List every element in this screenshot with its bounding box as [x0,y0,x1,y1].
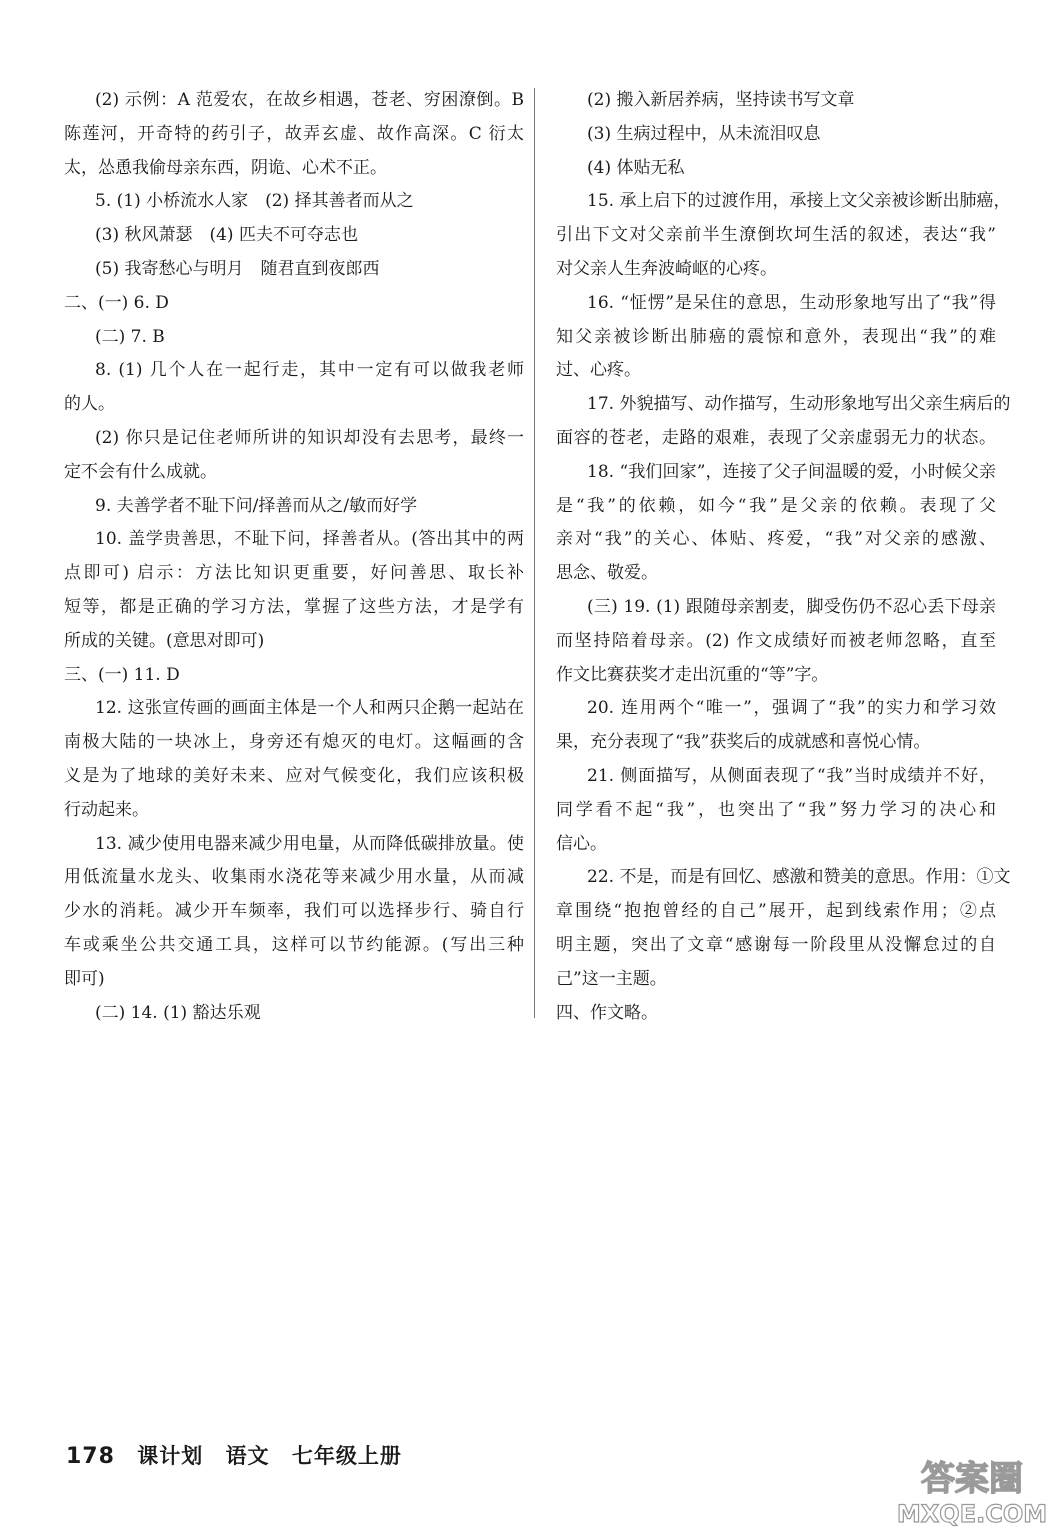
left-column [64,84,524,1030]
answer-line: 己”这一主题。 [556,968,667,989]
answer-line: 引出下文对父亲前半生潦倒坎坷生活的叙述，表达“我” [556,225,996,246]
answer-line: 南极大陆的一块冰上，身旁还有熄灭的电灯。这幅画的含 [64,732,524,753]
answer-line: 12. 这张宣传画的画面主体是一个人和两只企鹅一起站在 [95,698,524,719]
answer-line: 8. (1) 几个人在一起行走，其中一定有可以做我老师 [95,360,524,381]
answer-line: 点即可) 启示：方法比知识更重要，好问善思、取长补 [64,563,524,584]
answer-line: (5) 我寄愁心与明月 随君直到夜郎西 [95,258,380,279]
answer-line: 同学看不起“我”，也突出了“我”努力学习的决心和 [556,799,996,820]
watermark-bottom-text: MXQE.COM [896,1500,1048,1528]
column-divider [534,88,535,1018]
answer-line: (4) 体贴无私 [587,157,685,178]
answer-line: 作文比赛获奖才走出沉重的“等”字。 [556,664,829,685]
answer-line: 22. 不是，而是有回忆、感激和赞美的意思。作用：①文 [587,867,1011,888]
answer-line: 的人。 [64,394,115,415]
series-title: 课计划 [137,1444,204,1468]
answer-line: (三) 19. (1) 跟随母亲割麦，脚受伤仍不忍心丢下母亲 [587,596,996,617]
answer-line: 21. 侧面描写，从侧面表现了“我”当时成绩并不好， [587,765,996,786]
answer-line: 过、心疼。 [556,360,641,381]
answer-line: 二、(一) 6. D [64,292,169,313]
answer-line: 章围绕“抱抱曾经的自己”展开，起到线索作用；②点 [556,901,996,922]
answer-line: 用低流量水龙头、收集雨水浇花等来减少用水量，从而减 [64,867,524,888]
answer-line: 10. 盖学贵善思，不耻下问，择善者从。(答出其中的两 [95,529,524,550]
answer-line: 面容的苍老，走路的艰难，表现了父亲虚弱无力的状态。 [556,427,996,448]
watermark-logo [896,1450,1048,1530]
answer-line: 果，充分表现了“我”获奖后的成就感和喜悦心情。 [556,732,931,753]
page-footer [66,1440,416,1470]
answer-line: 即可) [64,968,105,989]
answer-line: (2) 搬入新居养病，坚持读书写文章 [587,90,855,110]
answer-line: (2) 你只是记住老师所讲的知识却没有去思考，最终一 [95,427,524,448]
answer-line: 明主题，突出了文章“感谢每一阶段里从没懈怠过的自 [556,934,996,955]
answer-line: 18. “我们回家”，连接了父子间温暖的爱，小时候父亲 [587,461,996,482]
answer-line: (3) 秋风萧瑟 (4) 匹夫不可夺志也 [95,225,358,246]
right-column [556,84,1011,1030]
answer-line: 对父亲人生奔波崎岖的心疼。 [556,258,777,279]
answer-line: 四、作文略。 [556,1002,658,1023]
answer-line: (3) 生病过程中，从未流泪叹息 [587,123,821,144]
answer-line: 知父亲被诊断出肺癌的震惊和意外，表现出“我”的难 [556,326,996,347]
answer-line: 少水的消耗。减少开车频率，我们可以选择步行、骑自行 [64,901,524,922]
answer-line: (二) 14. (1) 豁达乐观 [95,1002,261,1023]
answer-line: 定不会有什么成就。 [64,461,217,482]
answer-line: 而坚持陪着母亲。(2) 作文成绩好而被老师忽略，直至 [556,630,996,651]
answer-line: 17. 外貌描写、动作描写，生动形象地写出父亲生病后的 [587,394,1011,415]
answer-line: 思念、敬爱。 [556,563,658,584]
answer-line: 义是为了地球的美好未来、应对气候变化，我们应该积极 [64,765,524,786]
page-number: 178 [66,1444,115,1469]
answer-line: 三、(一) 11. D [64,664,180,685]
answer-line: 车或乘坐公共交通工具，这样可以节约能源。(写出三种 [64,934,524,955]
answer-line: 是“我”的依赖，如今“我”是父亲的依赖。表现了父 [556,495,996,516]
watermark-top-text: 答案圈 [921,1459,1023,1499]
answer-line: 所成的关键。(意思对即可) [64,630,265,651]
grade-label: 七年级上册 [291,1444,402,1468]
answer-line: 9. 夫善学者不耻下问/择善而从之/敏而好学 [95,495,418,516]
answer-line: 5. (1) 小桥流水人家 (2) 择其善者而从之 [95,191,414,212]
answer-line: 20. 连用两个“唯一”，强调了“我”的实力和学习效 [587,698,996,719]
answer-line: 16. “怔愣”是呆住的意思，生动形象地写出了“我”得 [587,292,996,313]
answer-line: 信心。 [556,833,607,854]
answer-line: (2) 示例：A 范爱农，在故乡相遇，苍老、穷困潦倒。B [95,90,524,110]
answer-line: 太，怂恿我偷母亲东西，阴诡、心术不正。 [64,157,387,178]
answer-line: (二) 7. B [95,326,165,347]
answer-line: 15. 承上启下的过渡作用，承接上文父亲被诊断出肺癌， [587,191,1011,212]
answer-line: 13. 减少使用电器来减少用电量，从而降低碳排放量。使 [95,833,524,854]
answer-line: 亲对“我”的关心、体贴、疼爱，“我”对父亲的感激、 [556,529,996,550]
subject-label: 语文 [225,1444,270,1468]
answer-line: 短等，都是正确的学习方法，掌握了这些方法，才是学有 [64,596,524,617]
answer-line: 行动起来。 [64,799,149,820]
answer-line: 陈莲河，开奇特的药引子，故弄玄虚、故作高深。C 衍太 [64,123,524,144]
